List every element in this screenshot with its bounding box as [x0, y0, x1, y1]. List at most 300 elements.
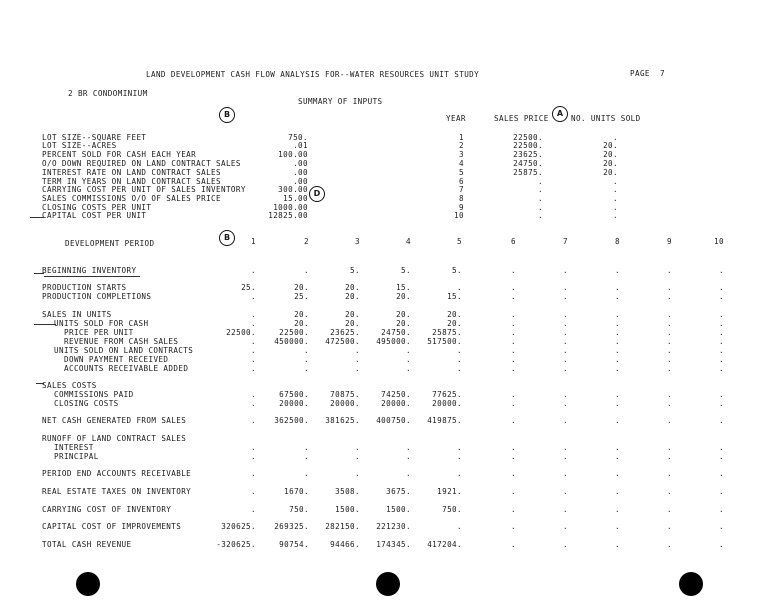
period-number: 7 — [563, 237, 568, 246]
empty-cell-dot: . — [615, 399, 620, 408]
year-header: YEAR — [446, 114, 466, 123]
row-label: NET CASH GENERATED FROM SALES — [42, 416, 187, 425]
input-label: LOT SIZE--ACRES — [42, 141, 117, 150]
empty-cell-dot: . — [511, 292, 516, 301]
empty-cell-dot: . — [615, 355, 620, 364]
period-value-cell: 750. — [442, 505, 462, 514]
period-value-cell: 282150. — [325, 522, 360, 531]
sales-price-cell: . — [538, 177, 543, 186]
units-sold-header: NO. UNITS SOLD — [571, 114, 641, 123]
period-value-cell: . — [457, 355, 462, 364]
row-label: CLOSING COSTS — [54, 399, 119, 408]
empty-cell-dot: . — [615, 390, 620, 399]
input-value: 15.00 — [283, 194, 308, 203]
empty-cell-dot: . — [667, 364, 672, 373]
empty-cell-dot: . — [719, 505, 724, 514]
report-title: LAND DEVELOPMENT CASH FLOW ANALYSIS FOR--WATER RESOURCES UNIT STUDY — [146, 70, 480, 79]
empty-cell-dot: . — [511, 469, 516, 478]
empty-cell-dot: . — [563, 469, 568, 478]
input-value: 1000.00 — [273, 203, 308, 212]
period-value-cell: 20. — [345, 283, 360, 292]
period-value-cell: . — [251, 505, 256, 514]
period-value-cell: . — [355, 355, 360, 364]
empty-cell-dot: . — [667, 505, 672, 514]
period-value-cell: 70875. — [330, 390, 360, 399]
period-value-cell: 24750. — [381, 328, 411, 337]
empty-cell-dot: . — [719, 283, 724, 292]
input-label: CARRYING COST PER UNIT OF SALES INVENTORY — [42, 185, 246, 194]
row-label: REVENUE FROM CASH SALES — [64, 337, 179, 346]
units-sold-cell: 20. — [603, 168, 618, 177]
row-label: BEGINNING INVENTORY — [42, 266, 137, 275]
empty-cell-dot: . — [615, 505, 620, 514]
period-value-cell: . — [304, 355, 309, 364]
period-value-cell: 77625. — [432, 390, 462, 399]
period-value-cell: . — [251, 452, 256, 461]
units-sold-cell: . — [613, 177, 618, 186]
period-value-cell: 362500. — [274, 416, 309, 425]
period-value-cell: 90754. — [279, 540, 309, 549]
empty-cell-dot: . — [719, 469, 724, 478]
circled-d-annotation: D — [309, 186, 325, 202]
period-value-cell: . — [457, 364, 462, 373]
period-value-cell: 20000. — [381, 399, 411, 408]
sales-price-cell: . — [538, 211, 543, 220]
period-value-cell: 381625. — [325, 416, 360, 425]
period-value-cell: 320625. — [221, 522, 256, 531]
units-sold-cell: . — [613, 185, 618, 194]
empty-cell-dot: . — [615, 364, 620, 373]
empty-cell-dot: . — [563, 310, 568, 319]
period-value-cell: . — [355, 452, 360, 461]
input-label: O/O DOWN REQUIRED ON LAND CONTRACT SALES — [42, 159, 241, 168]
margin-mark — [36, 383, 44, 384]
margin-mark — [34, 324, 56, 325]
empty-cell-dot: . — [511, 452, 516, 461]
empty-cell-dot: . — [511, 416, 516, 425]
empty-cell-dot: . — [615, 328, 620, 337]
row-label: SALES IN UNITS — [42, 310, 112, 319]
period-value-cell: 1670. — [284, 487, 309, 496]
row-label: PRICE PER UNIT — [64, 328, 134, 337]
period-value-cell: 1500. — [335, 505, 360, 514]
period-value-cell: . — [406, 452, 411, 461]
input-value: .00 — [293, 177, 308, 186]
period-number: 1 — [251, 237, 256, 246]
empty-cell-dot: . — [511, 355, 516, 364]
empty-cell-dot: . — [615, 540, 620, 549]
row-label: UNITS SOLD ON LAND CONTRACTS — [54, 346, 194, 355]
period-value-cell: . — [251, 416, 256, 425]
row-label: COMMISSIONS PAID — [54, 390, 134, 399]
units-sold-cell: . — [613, 133, 618, 142]
period-value-cell: . — [457, 452, 462, 461]
sales-price-cell: . — [538, 203, 543, 212]
period-number: 4 — [406, 237, 411, 246]
circled-b-annotation: B — [219, 107, 235, 123]
empty-cell-dot: . — [511, 522, 516, 531]
empty-cell-dot: . — [615, 266, 620, 275]
period-value-cell: 750. — [289, 505, 309, 514]
empty-cell-dot: . — [615, 452, 620, 461]
period-value-cell: . — [251, 355, 256, 364]
empty-cell-dot: . — [667, 390, 672, 399]
empty-cell-dot: . — [667, 469, 672, 478]
empty-cell-dot: . — [563, 452, 568, 461]
empty-cell-dot: . — [667, 310, 672, 319]
units-sold-cell: . — [613, 194, 618, 203]
empty-cell-dot: . — [615, 346, 620, 355]
empty-cell-dot: . — [563, 328, 568, 337]
empty-cell-dot: . — [667, 399, 672, 408]
empty-cell-dot: . — [511, 540, 516, 549]
empty-cell-dot: . — [563, 390, 568, 399]
empty-cell-dot: . — [719, 319, 724, 328]
period-value-cell: . — [406, 469, 411, 478]
units-sold-cell: . — [613, 211, 618, 220]
period-value-cell: 495000. — [376, 337, 411, 346]
period-value-cell: 20. — [345, 310, 360, 319]
empty-cell-dot: . — [719, 390, 724, 399]
period-value-cell: 450000. — [274, 337, 309, 346]
period-value-cell: . — [304, 346, 309, 355]
period-value-cell: 23625. — [330, 328, 360, 337]
period-value-cell: 20. — [345, 319, 360, 328]
sales-price-header: SALES PRICE — [494, 114, 549, 123]
period-value-cell: . — [251, 364, 256, 373]
period-value-cell: 20. — [294, 310, 309, 319]
circled-a-annotation: A — [552, 106, 568, 122]
empty-cell-dot: . — [563, 346, 568, 355]
page-label: PAGE — [630, 69, 650, 78]
period-number: 5 — [457, 237, 462, 246]
period-value-cell: . — [457, 522, 462, 531]
empty-cell-dot: . — [511, 319, 516, 328]
empty-cell-dot: . — [719, 416, 724, 425]
empty-cell-dot: . — [615, 522, 620, 531]
period-value-cell: 419875. — [427, 416, 462, 425]
period-number: 6 — [511, 237, 516, 246]
period-value-cell: 94466. — [330, 540, 360, 549]
row-label: DOWN PAYMENT RECEIVED — [64, 355, 169, 364]
sales-price-cell: 22500. — [513, 133, 543, 142]
empty-cell-dot: . — [719, 364, 724, 373]
period-value-cell: . — [457, 283, 462, 292]
row-label: CARRYING COST OF INVENTORY — [42, 505, 172, 514]
empty-cell-dot: . — [615, 292, 620, 301]
empty-cell-dot: . — [511, 310, 516, 319]
condo-label: 2 BR CONDOMINIUM — [68, 89, 148, 98]
empty-cell-dot: . — [667, 292, 672, 301]
empty-cell-dot: . — [563, 399, 568, 408]
period-value-cell: . — [355, 443, 360, 452]
period-value-cell: 5. — [401, 266, 411, 275]
empty-cell-dot: . — [511, 346, 516, 355]
period-value-cell: . — [304, 452, 309, 461]
units-sold-cell: 20. — [603, 159, 618, 168]
page-number: 7 — [660, 69, 665, 78]
period-value-cell: . — [251, 292, 256, 301]
empty-cell-dot: . — [563, 416, 568, 425]
period-value-cell: . — [457, 469, 462, 478]
empty-cell-dot: . — [511, 364, 516, 373]
empty-cell-dot: . — [667, 416, 672, 425]
period-value-cell: 15. — [447, 292, 462, 301]
empty-cell-dot: . — [615, 443, 620, 452]
period-value-cell: 174345. — [376, 540, 411, 549]
period-value-cell: 25. — [294, 292, 309, 301]
period-number: 2 — [304, 237, 309, 246]
year-cell: 10 — [454, 211, 464, 220]
period-number: 8 — [615, 237, 620, 246]
period-value-cell: 1921. — [437, 487, 462, 496]
empty-cell-dot: . — [667, 337, 672, 346]
period-value-cell: . — [251, 319, 256, 328]
empty-cell-dot: . — [511, 283, 516, 292]
empty-cell-dot: . — [719, 266, 724, 275]
row-label: TOTAL CASH REVENUE — [42, 540, 132, 549]
sales-price-cell: 24750. — [513, 159, 543, 168]
empty-cell-dot: . — [563, 266, 568, 275]
empty-cell-dot: . — [667, 443, 672, 452]
empty-cell-dot: . — [719, 540, 724, 549]
period-value-cell: . — [251, 337, 256, 346]
period-value-cell: 20. — [447, 319, 462, 328]
sales-price-cell: . — [538, 185, 543, 194]
period-value-cell: 20. — [447, 310, 462, 319]
period-value-cell: 3508. — [335, 487, 360, 496]
year-cell: 2 — [459, 141, 464, 150]
period-value-cell: 74250. — [381, 390, 411, 399]
empty-cell-dot: . — [719, 399, 724, 408]
input-value: 100.00 — [278, 150, 308, 159]
year-cell: 3 — [459, 150, 464, 159]
period-value-cell: . — [406, 346, 411, 355]
period-value-cell: . — [251, 346, 256, 355]
year-cell: 5 — [459, 168, 464, 177]
empty-cell-dot: . — [511, 328, 516, 337]
sales-price-cell: 23625. — [513, 150, 543, 159]
empty-cell-dot: . — [719, 355, 724, 364]
units-sold-cell: 20. — [603, 150, 618, 159]
period-value-cell: . — [355, 364, 360, 373]
empty-cell-dot: . — [615, 469, 620, 478]
period-value-cell: . — [251, 443, 256, 452]
input-label: LOT SIZE--SQUARE FEET — [42, 133, 147, 142]
period-value-cell: . — [406, 355, 411, 364]
year-cell: 6 — [459, 177, 464, 186]
empty-cell-dot: . — [563, 319, 568, 328]
input-label: PERCENT SOLD FOR CASH EACH YEAR — [42, 150, 197, 159]
period-value-cell: 15. — [396, 283, 411, 292]
empty-cell-dot: . — [615, 319, 620, 328]
empty-cell-dot: . — [719, 522, 724, 531]
period-value-cell: 20. — [396, 292, 411, 301]
period-value-cell: . — [457, 443, 462, 452]
period-value-cell: 472500. — [325, 337, 360, 346]
empty-cell-dot: . — [719, 443, 724, 452]
row-label: INTEREST — [54, 443, 94, 452]
empty-cell-dot: . — [563, 522, 568, 531]
empty-cell-dot: . — [667, 355, 672, 364]
empty-cell-dot: . — [667, 540, 672, 549]
period-value-cell: . — [251, 390, 256, 399]
period-value-cell: . — [406, 364, 411, 373]
binder-hole — [679, 572, 703, 596]
year-cell: 7 — [459, 185, 464, 194]
empty-cell-dot: . — [719, 487, 724, 496]
sales-price-cell: 22500. — [513, 141, 543, 150]
period-value-cell: 20. — [294, 283, 309, 292]
period-value-cell: 269325. — [274, 522, 309, 531]
period-value-cell: 221230. — [376, 522, 411, 531]
period-value-cell: 5. — [452, 266, 462, 275]
period-value-cell: . — [251, 310, 256, 319]
row-label: ACCOUNTS RECEIVABLE ADDED — [64, 364, 189, 373]
period-value-cell: 20. — [396, 319, 411, 328]
row-label: PRODUCTION STARTS — [42, 283, 127, 292]
empty-cell-dot: . — [615, 416, 620, 425]
input-label: TERM IN YEARS ON LAND CONTRACT SALES — [42, 177, 221, 186]
row-label: PERIOD END ACCOUNTS RECEIVABLE — [42, 469, 192, 478]
empty-cell-dot: . — [667, 328, 672, 337]
year-cell: 8 — [459, 194, 464, 203]
period-number: 10 — [714, 237, 724, 246]
input-value: 300.00 — [278, 185, 308, 194]
empty-cell-dot: . — [563, 364, 568, 373]
period-value-cell: . — [251, 487, 256, 496]
period-value-cell: 517500. — [427, 337, 462, 346]
period-value-cell: 1500. — [386, 505, 411, 514]
empty-cell-dot: . — [563, 487, 568, 496]
year-cell: 9 — [459, 203, 464, 212]
period-value-cell: 22500. — [226, 328, 256, 337]
empty-cell-dot: . — [511, 505, 516, 514]
period-number: 3 — [355, 237, 360, 246]
row-label: SALES COSTS — [42, 381, 97, 390]
input-value: .01 — [293, 141, 308, 150]
empty-cell-dot: . — [563, 540, 568, 549]
empty-cell-dot: . — [511, 443, 516, 452]
period-value-cell: . — [251, 266, 256, 275]
period-value-cell: 20000. — [279, 399, 309, 408]
period-value-cell: . — [355, 346, 360, 355]
period-value-cell: . — [457, 346, 462, 355]
input-value: .00 — [293, 168, 308, 177]
summary-heading: SUMMARY OF INPUTS — [298, 97, 383, 106]
input-label: CAPITAL COST PER UNIT — [42, 211, 147, 220]
empty-cell-dot: . — [563, 355, 568, 364]
empty-cell-dot: . — [563, 443, 568, 452]
empty-cell-dot: . — [511, 337, 516, 346]
period-number: 9 — [667, 237, 672, 246]
empty-cell-dot: . — [615, 310, 620, 319]
empty-cell-dot: . — [511, 487, 516, 496]
sales-price-cell: . — [538, 194, 543, 203]
empty-cell-dot: . — [667, 522, 672, 531]
input-label: INTEREST RATE ON LAND CONTRACT SALES — [42, 168, 221, 177]
year-cell: 4 — [459, 159, 464, 168]
empty-cell-dot: . — [563, 337, 568, 346]
input-value: 12825.00 — [268, 211, 308, 220]
empty-cell-dot: . — [563, 292, 568, 301]
period-value-cell: 20000. — [432, 399, 462, 408]
input-value: 750. — [288, 133, 308, 142]
margin-mark — [30, 217, 44, 218]
row-label: CAPITAL COST OF IMPROVEMENTS — [42, 522, 182, 531]
empty-cell-dot: . — [719, 292, 724, 301]
empty-cell-dot: . — [667, 319, 672, 328]
empty-cell-dot: . — [511, 266, 516, 275]
empty-cell-dot: . — [615, 487, 620, 496]
period-value-cell: -320625. — [216, 540, 256, 549]
period-value-cell: 3675. — [386, 487, 411, 496]
period-value-cell: 400750. — [376, 416, 411, 425]
period-value-cell: . — [251, 469, 256, 478]
circled-b-annotation-2: B — [219, 230, 235, 246]
period-value-cell: . — [355, 469, 360, 478]
row-label: PRINCIPAL — [54, 452, 99, 461]
empty-cell-dot: . — [615, 337, 620, 346]
period-value-cell: . — [304, 469, 309, 478]
empty-cell-dot: . — [667, 487, 672, 496]
period-value-cell: 25. — [241, 283, 256, 292]
empty-cell-dot: . — [615, 283, 620, 292]
period-value-cell: 67500. — [279, 390, 309, 399]
period-value-cell: 22500. — [279, 328, 309, 337]
period-value-cell: 20000. — [330, 399, 360, 408]
margin-mark — [34, 273, 44, 274]
empty-cell-dot: . — [511, 390, 516, 399]
period-value-cell: 20. — [396, 310, 411, 319]
period-value-cell: 5. — [350, 266, 360, 275]
empty-cell-dot: . — [667, 266, 672, 275]
year-cell: 1 — [459, 133, 464, 142]
empty-cell-dot: . — [667, 452, 672, 461]
input-label: SALES COMMISSIONS O/O OF SALES PRICE — [42, 194, 221, 203]
period-value-cell: 20. — [345, 292, 360, 301]
units-sold-cell: 20. — [603, 141, 618, 150]
input-label: CLOSING COSTS PER UNIT — [42, 203, 152, 212]
empty-cell-dot: . — [719, 346, 724, 355]
binder-hole — [376, 572, 400, 596]
empty-cell-dot: . — [511, 399, 516, 408]
period-value-cell: 20. — [294, 319, 309, 328]
empty-cell-dot: . — [667, 346, 672, 355]
binder-hole — [76, 572, 100, 596]
period-value-cell: . — [304, 443, 309, 452]
row-label: UNITS SOLD FOR CASH — [54, 319, 149, 328]
underline-mark — [44, 276, 140, 277]
empty-cell-dot: . — [563, 505, 568, 514]
units-sold-cell: . — [613, 203, 618, 212]
period-value-cell: 417204. — [427, 540, 462, 549]
development-period-label: DEVELOPMENT PERIOD — [65, 239, 155, 248]
empty-cell-dot: . — [719, 337, 724, 346]
empty-cell-dot: . — [719, 310, 724, 319]
empty-cell-dot: . — [563, 283, 568, 292]
empty-cell-dot: . — [667, 283, 672, 292]
period-value-cell: . — [304, 266, 309, 275]
period-value-cell: . — [406, 443, 411, 452]
period-value-cell: . — [304, 364, 309, 373]
row-label: PRODUCTION COMPLETIONS — [42, 292, 152, 301]
sales-price-cell: 25875. — [513, 168, 543, 177]
empty-cell-dot: . — [719, 452, 724, 461]
empty-cell-dot: . — [719, 328, 724, 337]
period-value-cell: . — [251, 399, 256, 408]
input-value: .00 — [293, 159, 308, 168]
